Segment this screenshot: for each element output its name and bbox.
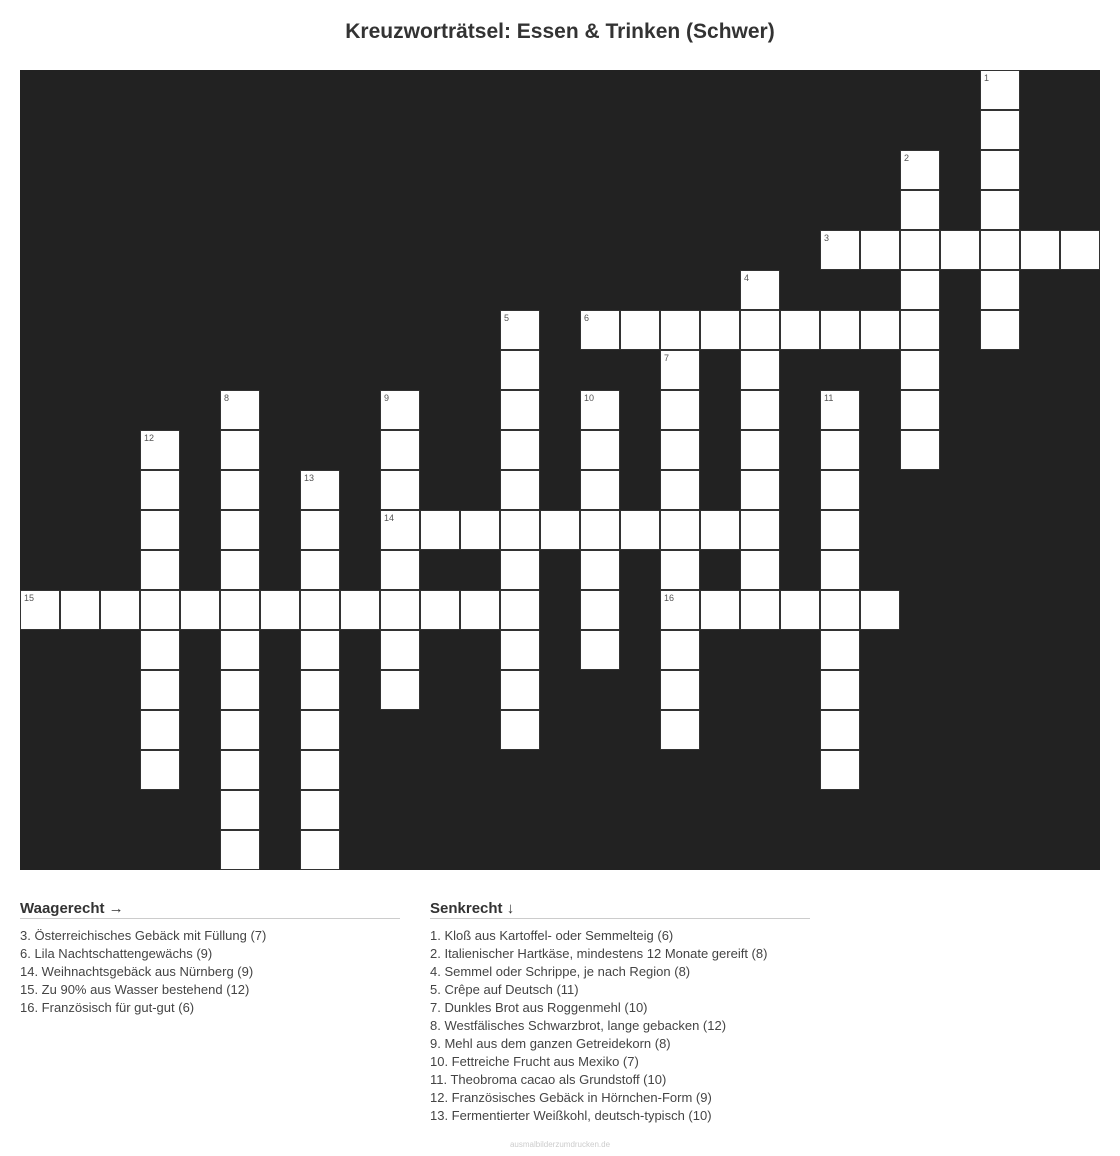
grid-cell[interactable] xyxy=(980,230,1020,270)
cell-number: 13 xyxy=(304,473,315,483)
grid-cell[interactable] xyxy=(1060,230,1100,270)
grid-cell[interactable] xyxy=(900,190,940,230)
grid-cell[interactable] xyxy=(140,550,180,590)
grid-cell[interactable] xyxy=(980,110,1020,150)
grid-cell[interactable] xyxy=(900,390,940,430)
grid-cell[interactable] xyxy=(580,550,620,590)
grid-cell[interactable] xyxy=(100,590,140,630)
grid-cell[interactable] xyxy=(580,470,620,510)
grid-cell[interactable] xyxy=(980,70,1020,110)
grid-cell[interactable] xyxy=(500,470,540,510)
cell-number: 6 xyxy=(584,313,590,323)
grid-cell[interactable] xyxy=(900,310,940,350)
grid-cell[interactable] xyxy=(660,390,700,430)
grid-cell[interactable] xyxy=(740,270,780,310)
grid-cell[interactable] xyxy=(220,470,260,510)
grid-cell[interactable] xyxy=(700,510,740,550)
grid-cell[interactable] xyxy=(220,590,260,630)
down-heading xyxy=(430,900,810,919)
grid-cell[interactable] xyxy=(220,750,260,790)
crossword-grid xyxy=(20,70,1100,870)
grid-cell[interactable] xyxy=(140,710,180,750)
grid-cell[interactable] xyxy=(660,630,700,670)
grid-cell[interactable] xyxy=(220,710,260,750)
grid-cell[interactable] xyxy=(380,510,420,550)
grid-cell[interactable] xyxy=(940,230,980,270)
grid-cell[interactable] xyxy=(500,310,540,350)
grid-cell[interactable] xyxy=(900,270,940,310)
cell-number: 2 xyxy=(904,153,910,163)
grid-cell[interactable] xyxy=(140,430,180,470)
grid-cell[interactable] xyxy=(900,230,940,270)
grid-cell[interactable] xyxy=(820,390,860,430)
grid-cell[interactable] xyxy=(60,590,100,630)
grid-cell[interactable] xyxy=(260,590,300,630)
grid-cell[interactable] xyxy=(500,510,540,550)
grid-cell[interactable] xyxy=(860,590,900,630)
grid-cell[interactable] xyxy=(380,670,420,710)
clue-item: 7. Dunkles Brot aus Roggenmehl (10) xyxy=(430,1000,648,1015)
grid-cell[interactable] xyxy=(20,590,60,630)
grid-cell[interactable] xyxy=(900,430,940,470)
clue-item: 9. Mehl aus dem ganzen Getreidekorn (8) xyxy=(430,1036,671,1051)
grid-cell[interactable] xyxy=(580,510,620,550)
grid-cell[interactable] xyxy=(580,390,620,430)
clue-item: 12. Französisches Gebäck in Hörnchen-Form (9) xyxy=(430,1090,712,1105)
across-heading-label: Waagerecht xyxy=(20,900,105,917)
clue-item: 16. Französisch für gut-gut (6) xyxy=(20,1000,195,1015)
grid-cell[interactable] xyxy=(820,630,860,670)
grid-cell[interactable] xyxy=(1020,230,1060,270)
grid-cell[interactable] xyxy=(860,230,900,270)
grid-cell[interactable] xyxy=(820,310,860,350)
grid-cell[interactable] xyxy=(300,630,340,670)
cell-number: 8 xyxy=(224,393,230,403)
grid-cell[interactable] xyxy=(380,550,420,590)
grid-cell[interactable] xyxy=(580,310,620,350)
down-arrow-icon: ↓ xyxy=(506,900,515,917)
footer-credit: ausmalbilderzumdrucken.de xyxy=(509,1140,611,1149)
grid-cell[interactable] xyxy=(820,670,860,710)
grid-cell[interactable] xyxy=(500,390,540,430)
grid-cell[interactable] xyxy=(820,430,860,470)
grid-cell[interactable] xyxy=(220,510,260,550)
right-arrow-icon: → xyxy=(108,900,124,917)
cell-number: 12 xyxy=(144,433,155,443)
grid-cell[interactable] xyxy=(420,510,460,550)
grid-cell[interactable] xyxy=(300,790,340,830)
grid-cell[interactable] xyxy=(140,470,180,510)
down-heading-label: Senkrecht xyxy=(430,900,503,917)
cell-number: 1 xyxy=(984,73,990,83)
grid-cell[interactable] xyxy=(580,430,620,470)
cell-number: 11 xyxy=(824,393,834,403)
grid-cell[interactable] xyxy=(900,150,940,190)
grid-cell[interactable] xyxy=(820,510,860,550)
grid-cell[interactable] xyxy=(740,390,780,430)
grid-cell[interactable] xyxy=(180,590,220,630)
grid-cell[interactable] xyxy=(380,590,420,630)
cell-number: 15 xyxy=(24,593,35,603)
grid-cell[interactable] xyxy=(980,190,1020,230)
down-clues xyxy=(430,900,810,1125)
grid-cell[interactable] xyxy=(460,590,500,630)
grid-cell[interactable] xyxy=(340,590,380,630)
across-heading xyxy=(20,900,400,919)
grid-cell[interactable] xyxy=(740,470,780,510)
down-clue-list xyxy=(430,927,810,1125)
grid-cell[interactable] xyxy=(220,630,260,670)
grid-cell[interactable] xyxy=(780,590,820,630)
grid-cell[interactable] xyxy=(860,310,900,350)
clue-item: 11. Theobroma cacao als Grundstoff (10) xyxy=(430,1072,667,1087)
clue-item: 14. Weihnachtsgebäck aus Nürnberg (9) xyxy=(20,964,254,979)
grid-cell[interactable] xyxy=(420,590,460,630)
grid-cell[interactable] xyxy=(500,350,540,390)
clue-item: 4. Semmel oder Schrippe, je nach Region (8) xyxy=(430,964,691,979)
grid-cell[interactable] xyxy=(220,550,260,590)
grid-cell[interactable] xyxy=(540,510,580,550)
grid-cell[interactable] xyxy=(740,510,780,550)
grid-cell[interactable] xyxy=(380,630,420,670)
cell-number: 5 xyxy=(504,313,510,323)
cell-number: 7 xyxy=(664,353,670,363)
grid-cell[interactable] xyxy=(140,590,180,630)
grid-cell[interactable] xyxy=(300,670,340,710)
cell-number: 10 xyxy=(584,393,595,403)
clue-item: 1. Kloß aus Kartoffel- oder Semmelteig (6) xyxy=(430,928,674,943)
grid-cell[interactable] xyxy=(300,470,340,510)
clue-item: 6. Lila Nachtschattengewächs (9) xyxy=(20,946,213,961)
grid-cell[interactable] xyxy=(140,670,180,710)
grid-cell[interactable] xyxy=(660,550,700,590)
grid-cell[interactable] xyxy=(500,590,540,630)
grid-cell[interactable] xyxy=(500,670,540,710)
grid-cell[interactable] xyxy=(700,590,740,630)
page-title: Kreuzworträtsel: Essen & Trinken (Schwer) xyxy=(345,20,775,43)
grid-cell[interactable] xyxy=(820,590,860,630)
grid-cell[interactable] xyxy=(500,550,540,590)
grid-cell[interactable] xyxy=(580,590,620,630)
grid-cell[interactable] xyxy=(660,590,700,630)
grid-cell[interactable] xyxy=(660,350,700,390)
cell-number: 4 xyxy=(744,273,750,283)
grid-cell[interactable] xyxy=(980,270,1020,310)
grid-cell[interactable] xyxy=(140,750,180,790)
grid-cell[interactable] xyxy=(660,710,700,750)
grid-cell[interactable] xyxy=(300,550,340,590)
grid-cell[interactable] xyxy=(300,590,340,630)
grid-cell[interactable] xyxy=(660,470,700,510)
grid-cell[interactable] xyxy=(380,390,420,430)
clue-item: 8. Westfälisches Schwarzbrot, lange gebacken (12) xyxy=(430,1018,727,1033)
cell-number: 14 xyxy=(384,513,395,523)
grid-cell[interactable] xyxy=(740,430,780,470)
grid-cell[interactable] xyxy=(740,350,780,390)
grid-cell[interactable] xyxy=(220,430,260,470)
grid-cell[interactable] xyxy=(740,590,780,630)
grid-cell[interactable] xyxy=(140,630,180,670)
grid-cell[interactable] xyxy=(220,790,260,830)
grid-cell[interactable] xyxy=(300,830,340,870)
clue-item: 3. Österreichisches Gebäck mit Füllung (7) xyxy=(20,928,267,943)
grid-cell[interactable] xyxy=(740,550,780,590)
grid-cell[interactable] xyxy=(660,670,700,710)
grid-cell[interactable] xyxy=(300,750,340,790)
grid-cell[interactable] xyxy=(660,430,700,470)
grid-cell[interactable] xyxy=(820,750,860,790)
grid-cell[interactable] xyxy=(460,510,500,550)
grid-cell[interactable] xyxy=(620,310,660,350)
grid-cell[interactable] xyxy=(140,510,180,550)
grid-cell[interactable] xyxy=(500,630,540,670)
grid-cell[interactable] xyxy=(980,310,1020,350)
grid-cell[interactable] xyxy=(980,150,1020,190)
clue-item: 2. Italienischer Hartkäse, mindestens 12 Monate gereift (8) xyxy=(430,946,768,961)
grid-cell[interactable] xyxy=(300,510,340,550)
grid-cell[interactable] xyxy=(820,550,860,590)
grid-cell[interactable] xyxy=(300,710,340,750)
grid-cell[interactable] xyxy=(900,350,940,390)
clue-item: 15. Zu 90% aus Wasser bestehend (12) xyxy=(20,982,250,997)
clue-item: 13. Fermentierter Weißkohl, deutsch-typisch (10) xyxy=(430,1108,712,1123)
grid-cell[interactable] xyxy=(820,470,860,510)
grid-cell[interactable] xyxy=(820,710,860,750)
grid-cell[interactable] xyxy=(220,390,260,430)
across-clue-list xyxy=(20,927,400,1017)
grid-cell[interactable] xyxy=(660,510,700,550)
grid-cell[interactable] xyxy=(820,230,860,270)
grid-cell[interactable] xyxy=(380,430,420,470)
grid-cell[interactable] xyxy=(500,710,540,750)
clue-item: 10. Fettreiche Frucht aus Mexiko (7) xyxy=(430,1054,639,1069)
grid-cell[interactable] xyxy=(620,510,660,550)
grid-cell[interactable] xyxy=(580,630,620,670)
grid-cell[interactable] xyxy=(780,310,820,350)
cell-number: 9 xyxy=(384,393,390,403)
grid-cell[interactable] xyxy=(740,310,780,350)
grid-cell[interactable] xyxy=(700,310,740,350)
cell-number: 3 xyxy=(824,233,830,243)
grid-cell[interactable] xyxy=(220,830,260,870)
grid-cell[interactable] xyxy=(220,670,260,710)
grid-cell[interactable] xyxy=(380,470,420,510)
grid-cell[interactable] xyxy=(500,430,540,470)
cell-number: 16 xyxy=(664,593,675,603)
clue-item: 5. Crêpe auf Deutsch (11) xyxy=(430,982,579,997)
across-clues xyxy=(20,900,400,1017)
grid-cell[interactable] xyxy=(660,310,700,350)
